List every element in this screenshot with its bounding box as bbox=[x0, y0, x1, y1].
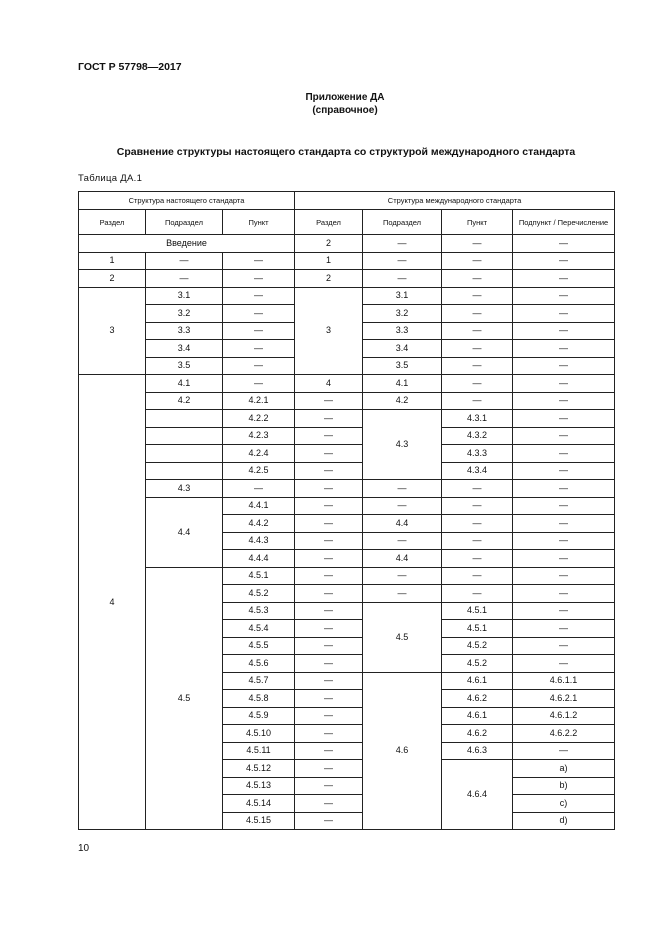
table-cell: — bbox=[442, 515, 513, 533]
table-row bbox=[79, 427, 615, 445]
table-cell: 4.5 bbox=[363, 602, 442, 672]
table-cell: 4.1 bbox=[363, 375, 442, 393]
table-cell: 1 bbox=[79, 252, 146, 270]
table-cell: 4.5.15 bbox=[223, 812, 295, 830]
table-cell: 4.4.4 bbox=[223, 550, 295, 568]
table-cell: 2 bbox=[79, 270, 146, 288]
table-cell: — bbox=[513, 620, 615, 638]
table-cell: Введение bbox=[79, 235, 295, 253]
table-cell: 4.5.11 bbox=[223, 742, 295, 760]
table-cell: — bbox=[295, 550, 363, 568]
table-cell: 4.5.3 bbox=[223, 602, 295, 620]
table-cell: — bbox=[513, 410, 615, 428]
table-cell: — bbox=[295, 742, 363, 760]
table-cell: — bbox=[295, 515, 363, 533]
table-cell: — bbox=[295, 410, 363, 428]
table-cell: 4.3.3 bbox=[442, 445, 513, 463]
table-cell: — bbox=[513, 445, 615, 463]
table-cell: — bbox=[442, 480, 513, 498]
table-cell: — bbox=[513, 270, 615, 288]
table-row bbox=[79, 462, 615, 480]
table-cell: 4.5.1 bbox=[223, 567, 295, 585]
table-cell: — bbox=[442, 287, 513, 305]
table-cell: 1 bbox=[295, 252, 363, 270]
table-row bbox=[79, 375, 615, 393]
table-cell: 4.6.2 bbox=[442, 690, 513, 708]
table-cell: — bbox=[295, 462, 363, 480]
table-cell: 3.2 bbox=[363, 305, 442, 323]
table-cell: 4.3.2 bbox=[442, 427, 513, 445]
table-cell: — bbox=[223, 287, 295, 305]
table-cell: 4.3.1 bbox=[442, 410, 513, 428]
table-cell: 3.5 bbox=[363, 357, 442, 375]
group-header-row bbox=[79, 192, 615, 210]
document-title: Сравнение структуры настоящего стандарта со структурой международного стандарта bbox=[116, 146, 576, 158]
table-cell: 4.6.1.1 bbox=[513, 672, 615, 690]
group-header-international: Структура международного стандарта bbox=[295, 192, 615, 210]
table-cell: 4.5.14 bbox=[223, 795, 295, 813]
table-cell: — bbox=[442, 305, 513, 323]
table-cell: — bbox=[295, 672, 363, 690]
table-cell: 3.1 bbox=[146, 287, 223, 305]
table-cell: 4.4 bbox=[363, 515, 442, 533]
table-row bbox=[79, 410, 615, 428]
table-cell: 3.3 bbox=[146, 322, 223, 340]
table-cell: — bbox=[442, 252, 513, 270]
page-number: 10 bbox=[78, 843, 90, 854]
table-cell: — bbox=[295, 392, 363, 410]
table-cell: 4.5.6 bbox=[223, 655, 295, 673]
table-cell: — bbox=[363, 480, 442, 498]
column-header: Подраздел bbox=[363, 210, 442, 235]
table-cell: — bbox=[513, 462, 615, 480]
table-row bbox=[79, 480, 615, 498]
table-cell: — bbox=[295, 760, 363, 778]
table-row bbox=[79, 252, 615, 270]
table-cell: 3.4 bbox=[146, 340, 223, 358]
table-caption: Таблица ДА.1 bbox=[78, 173, 143, 184]
table-cell: — bbox=[295, 567, 363, 585]
table-cell: — bbox=[223, 375, 295, 393]
column-header: Пункт bbox=[223, 210, 295, 235]
column-header: Раздел bbox=[295, 210, 363, 235]
table-row bbox=[79, 445, 615, 463]
table-cell: 3 bbox=[295, 287, 363, 375]
table-cell: 4.5.12 bbox=[223, 760, 295, 778]
table-cell: — bbox=[513, 532, 615, 550]
table-cell: 4.6.1 bbox=[442, 672, 513, 690]
table-cell: 4.6.1.2 bbox=[513, 707, 615, 725]
column-header: Подпункт / Перечисление bbox=[513, 210, 615, 235]
table-cell: 4.6.2.2 bbox=[513, 725, 615, 743]
table-cell: — bbox=[295, 655, 363, 673]
table-cell: — bbox=[363, 235, 442, 253]
table-cell: 4.6.2 bbox=[442, 725, 513, 743]
table-cell: — bbox=[513, 252, 615, 270]
table-cell: — bbox=[295, 480, 363, 498]
table-cell: — bbox=[513, 480, 615, 498]
table-cell: 3.3 bbox=[363, 322, 442, 340]
table-cell: 4.5.5 bbox=[223, 637, 295, 655]
table-cell: — bbox=[295, 637, 363, 655]
table-cell: — bbox=[442, 532, 513, 550]
table-cell: 4.5.8 bbox=[223, 690, 295, 708]
table-cell: — bbox=[363, 532, 442, 550]
group-header-national: Структура настоящего стандарта bbox=[79, 192, 295, 210]
table-cell: a) bbox=[513, 760, 615, 778]
table-cell: 3.1 bbox=[363, 287, 442, 305]
table-cell: — bbox=[513, 655, 615, 673]
table-cell: 4.2.1 bbox=[223, 392, 295, 410]
table-cell: 4.2.5 bbox=[223, 462, 295, 480]
table-cell: 4.4.3 bbox=[223, 532, 295, 550]
table-cell: — bbox=[223, 340, 295, 358]
table-cell: — bbox=[513, 322, 615, 340]
table-row bbox=[79, 392, 615, 410]
table-cell: — bbox=[223, 305, 295, 323]
table-cell: 4.2 bbox=[363, 392, 442, 410]
table-cell: 3 bbox=[79, 287, 146, 375]
table-cell: 4.4.1 bbox=[223, 497, 295, 515]
table-cell: 4.4.2 bbox=[223, 515, 295, 533]
table-cell: — bbox=[295, 445, 363, 463]
table-cell: — bbox=[442, 497, 513, 515]
table-cell: 4.2.3 bbox=[223, 427, 295, 445]
column-header-row bbox=[79, 210, 615, 235]
table-cell: 4.2.4 bbox=[223, 445, 295, 463]
table-cell: — bbox=[513, 235, 615, 253]
table-cell: 4.5.9 bbox=[223, 707, 295, 725]
table-cell bbox=[146, 462, 223, 480]
table-cell: 4.3 bbox=[363, 410, 442, 480]
table-cell: — bbox=[442, 392, 513, 410]
table-cell: — bbox=[295, 585, 363, 603]
table-cell: — bbox=[442, 322, 513, 340]
table-cell: — bbox=[295, 690, 363, 708]
table-cell: — bbox=[295, 795, 363, 813]
table-cell: 4.5.2 bbox=[223, 585, 295, 603]
table-row bbox=[79, 497, 615, 515]
table-cell: — bbox=[513, 742, 615, 760]
document-header: ГОСТ Р 57798—2017 bbox=[78, 61, 182, 73]
table-cell: 4.2.2 bbox=[223, 410, 295, 428]
table-cell: — bbox=[223, 480, 295, 498]
table-cell: — bbox=[442, 585, 513, 603]
table-cell: 4.6.3 bbox=[442, 742, 513, 760]
table-cell: 4.1 bbox=[146, 375, 223, 393]
column-header: Пункт bbox=[442, 210, 513, 235]
table-cell: — bbox=[513, 305, 615, 323]
table-cell: — bbox=[513, 567, 615, 585]
table-cell: 4.3.4 bbox=[442, 462, 513, 480]
table-cell: — bbox=[442, 567, 513, 585]
table-cell: — bbox=[295, 532, 363, 550]
table-cell: — bbox=[442, 550, 513, 568]
table-cell: 4.5.2 bbox=[442, 637, 513, 655]
appendix-heading bbox=[0, 91, 661, 117]
table-cell: — bbox=[223, 322, 295, 340]
table-cell: — bbox=[513, 357, 615, 375]
table-cell: — bbox=[146, 252, 223, 270]
table-cell: — bbox=[295, 620, 363, 638]
table-cell: — bbox=[363, 497, 442, 515]
table-cell: 4.6.1 bbox=[442, 707, 513, 725]
table-cell: — bbox=[223, 270, 295, 288]
table-cell: 4.4 bbox=[146, 497, 223, 567]
table-cell: d) bbox=[513, 812, 615, 830]
table-cell: — bbox=[146, 270, 223, 288]
table-cell: — bbox=[442, 340, 513, 358]
table-cell: — bbox=[363, 567, 442, 585]
table-cell: — bbox=[295, 707, 363, 725]
comparison-table bbox=[78, 191, 615, 830]
table-cell: — bbox=[513, 427, 615, 445]
table-cell: — bbox=[442, 357, 513, 375]
table-cell bbox=[146, 410, 223, 428]
table-cell: — bbox=[295, 725, 363, 743]
column-header: Раздел bbox=[79, 210, 146, 235]
table-cell: 4.5.4 bbox=[223, 620, 295, 638]
table-cell bbox=[146, 427, 223, 445]
table-cell: — bbox=[295, 812, 363, 830]
table-row bbox=[79, 567, 615, 585]
table-cell: 4 bbox=[79, 375, 146, 830]
table-cell: b) bbox=[513, 777, 615, 795]
table-cell: 4 bbox=[295, 375, 363, 393]
table-cell: 4.5 bbox=[146, 567, 223, 830]
table-cell: 3.5 bbox=[146, 357, 223, 375]
table-cell: — bbox=[442, 375, 513, 393]
table-cell: 3.2 bbox=[146, 305, 223, 323]
table-cell bbox=[146, 445, 223, 463]
appendix-title: Приложение ДА bbox=[305, 92, 385, 103]
table-cell: — bbox=[223, 357, 295, 375]
table-cell: c) bbox=[513, 795, 615, 813]
table-cell: 4.5.10 bbox=[223, 725, 295, 743]
appendix-note: (справочное) bbox=[312, 105, 378, 116]
table-row bbox=[79, 287, 615, 305]
table-cell: — bbox=[513, 287, 615, 305]
table-cell: — bbox=[442, 270, 513, 288]
table-cell: 4.5.13 bbox=[223, 777, 295, 795]
table-cell: 4.2 bbox=[146, 392, 223, 410]
table-cell: — bbox=[442, 235, 513, 253]
table-row bbox=[79, 235, 615, 253]
table-cell: 2 bbox=[295, 270, 363, 288]
table-cell: — bbox=[513, 497, 615, 515]
table-cell: 4.6 bbox=[363, 672, 442, 830]
table-cell: 4.5.2 bbox=[442, 655, 513, 673]
table-cell: — bbox=[295, 602, 363, 620]
table-cell: — bbox=[363, 585, 442, 603]
table-cell: 4.6.4 bbox=[442, 760, 513, 830]
table-cell: 4.5.7 bbox=[223, 672, 295, 690]
table-cell: — bbox=[363, 252, 442, 270]
table-cell: 4.6.2.1 bbox=[513, 690, 615, 708]
table-cell: — bbox=[513, 637, 615, 655]
table-cell: — bbox=[513, 602, 615, 620]
table-cell: — bbox=[223, 252, 295, 270]
table-cell: 3.4 bbox=[363, 340, 442, 358]
table-cell: 2 bbox=[295, 235, 363, 253]
table-cell: 4.3 bbox=[146, 480, 223, 498]
table-cell: — bbox=[513, 515, 615, 533]
table-row bbox=[79, 270, 615, 288]
table-cell: 4.5.1 bbox=[442, 602, 513, 620]
table-cell: — bbox=[513, 392, 615, 410]
table-cell: — bbox=[295, 427, 363, 445]
table-cell: — bbox=[513, 550, 615, 568]
table-cell: — bbox=[513, 375, 615, 393]
table-cell: 4.5.1 bbox=[442, 620, 513, 638]
table-cell: 4.4 bbox=[363, 550, 442, 568]
table-cell: — bbox=[363, 270, 442, 288]
table-cell: — bbox=[295, 777, 363, 795]
column-header: Подраздел bbox=[146, 210, 223, 235]
table-cell: — bbox=[513, 585, 615, 603]
table-cell: — bbox=[513, 340, 615, 358]
table-cell: — bbox=[295, 497, 363, 515]
